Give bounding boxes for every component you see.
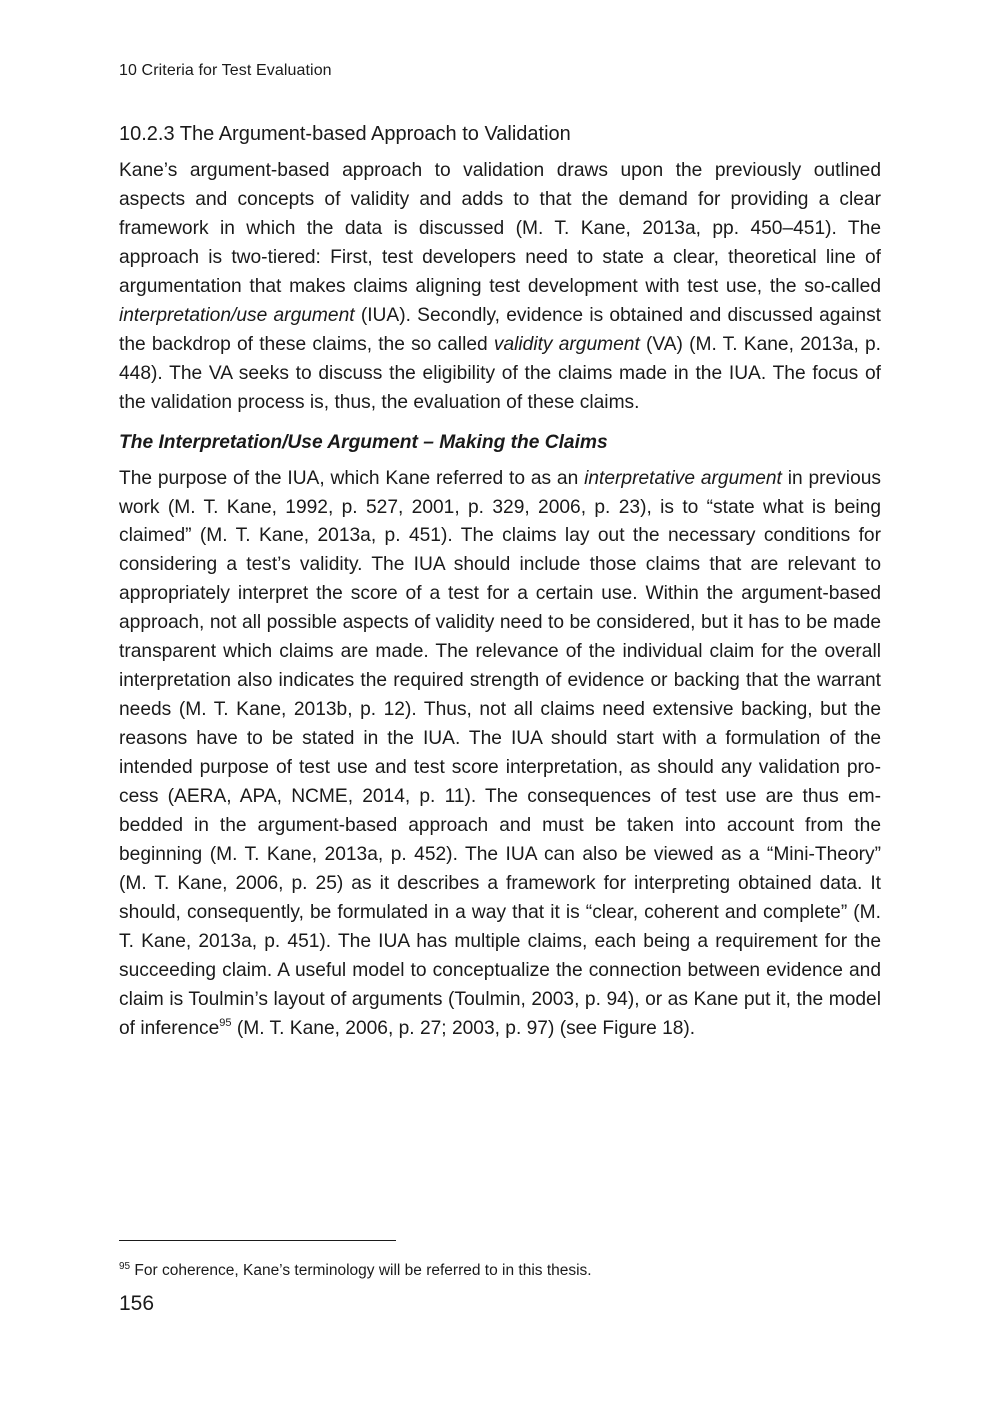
body-paragraph-1 (119, 157, 881, 418)
text-run: (M. T. Kane, 2006, p. 27; 2003, p. 97) (see Figure 18). (231, 1017, 696, 1039)
footnote-text: For coherence, Kane’s terminology will be referred to in this thesis. (130, 1262, 592, 1279)
body-paragraph-2 (119, 465, 881, 1044)
subsection-heading: The Interpretation/Use Argument – Making the Claims (119, 431, 608, 453)
italic-term-va: validity argument (493, 333, 640, 355)
italic-term-iua: interpretation/use argument (119, 304, 355, 326)
text-run: (IUA). Secondly, evidence is obtained and discussed against the backdrop of these claims, the so called (119, 304, 881, 355)
footnote-divider (119, 1240, 396, 1241)
text-run: Kane’s argument-based approach to validation draws upon the previously outlined aspects and concepts of validity and adds to that the demand for providing a clear framework in which the data is discussed (M. T. Kane, 2013a, pp. 450–451). The approach is two-tiered: First, test developers need to state a clear, theoretical line of argumentation that makes claims aligning test development with test use, the so-called (119, 160, 881, 297)
running-header: 10 Criteria for Test Evaluation (119, 62, 332, 79)
text-run: (VA) (M. T. Kane, 2013a, p. 448). The VA seeks to discuss the eligibility of the claims made in the IUA. The focus of the validation process is, thus, the evaluation of these claims. (119, 333, 882, 413)
italic-term-interpretative: interpretative argument (584, 467, 782, 489)
footnote-marker: 95 (119, 1261, 131, 1272)
section-heading: 10.2.3 The Argument-based Approach to Validation (119, 123, 571, 145)
footnote (119, 1261, 881, 1281)
page-number: 156 (119, 1292, 155, 1315)
text-run: The purpose of the IUA, which Kane referred to as an (119, 467, 585, 489)
footnote-reference[interactable]: 95 (219, 1016, 232, 1029)
text-run: in previous work (M. T. Kane, 1992, p. 527, 2001, p. 329, 2006, p. 23), is to “state what is being claimed” (M. T. Kane, 2013a, p. 451). The claims lay out the necessary conditions for considering a test’s validity. The IUA should include those claims that are relevant to appropriately interpret the score of a test for a certain use. Within the argument-based approach, not all possible aspects of validity need to be considered, but it has to be made transparent which claims are made. The relevance of the individual claim for the overall interpretation also indicates the required strength of evidence or backing that the warrant needs (M. T. Kane, 2013b, p. 12). Thus, not all claims need extensive backing, but the reasons have to be stated in the IUA. The IUA should start with a formulation of the intended purpose of test use and test score interpretation, as should any validation process (AERA, APA, NCME, 2014, p. 11). The consequences of test use are thus embedded in the argument-based approach and must be taken into account from the beginning (M. T. Kane, 2013a, p. 452). The IUA can also be viewed as a “Mini-Theory” (M. T. Kane, 2006, p. 25) as it describes a framework for interpreting obtained data. It should, consequently, be formulated in a way that it is “clear, coherent and complete” (M. T. Kane, 2013a, p. 451). The IUA has multiple claims, each being a requirement for the succeeding claim. A useful model to conceptualize the connection between evidence and claim is Toulmin’s layout of arguments (Toulmin, 2003, p. 94), or as Kane put it, the model of inference (119, 467, 882, 1039)
main-content (119, 120, 881, 1044)
